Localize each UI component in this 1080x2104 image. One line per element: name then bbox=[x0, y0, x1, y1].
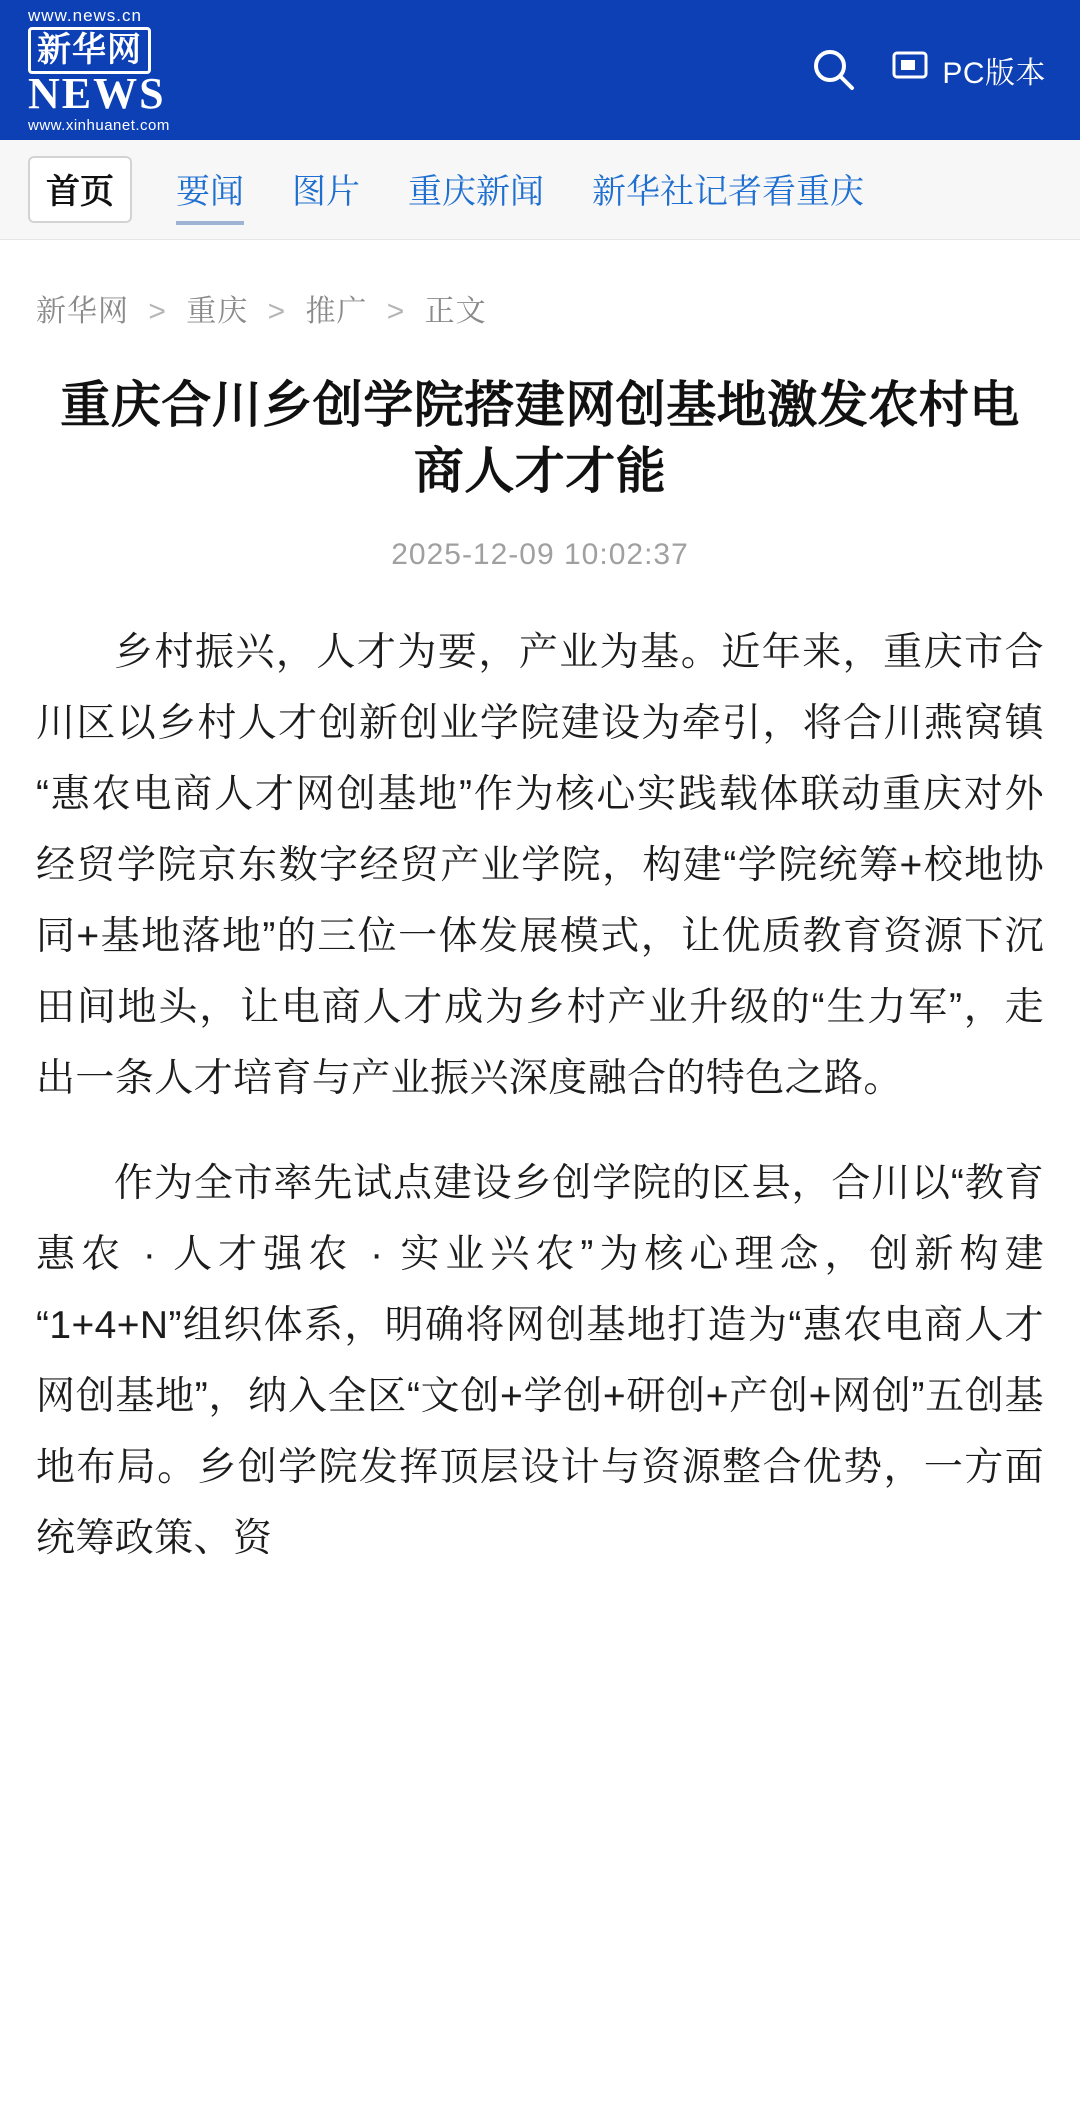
logo-cn-text: 新华网 bbox=[28, 27, 151, 74]
logo-url-bottom: www.xinhuanet.com bbox=[28, 116, 170, 134]
article-container bbox=[0, 240, 1080, 1575]
nav-item-pictures[interactable]: 图片 bbox=[292, 173, 360, 211]
breadcrumb-separator: > bbox=[267, 295, 287, 328]
logo-url-top: www.news.cn bbox=[28, 6, 142, 26]
primary-nav[interactable] bbox=[0, 140, 1080, 240]
article-timestamp: 2025-12-09 10:02:37 bbox=[391, 538, 689, 571]
article-paragraph: 乡村振兴，人才为要，产业为基。近年来，重庆市合川区以乡村人才创新创业学院建设为牵引，将合川燕窝镇“惠农电商人才网创基地”作为核心实践载体联动重庆对外经贸学院京东数字经贸产业学院，构建“学院统筹+校地协同+基地落地”的三位一体发展模式，让优质教育资源下沉田间地头，让电商人才成为乡村产业升级的“生力军”，走出一条人才培育与产业振兴深度融合的特色之路。 bbox=[36, 631, 1044, 1100]
site-logo[interactable] bbox=[28, 7, 170, 133]
nav-item-top-news[interactable]: 要闻 bbox=[176, 164, 244, 215]
nav-scroll-fade bbox=[1034, 140, 1080, 239]
article-paragraph: 作为全市率先试点建设乡创学院的区县，合川以“教育惠农 · 人才强农 · 实业兴农”为核心理念，创新构建“1+4+N”组织体系，明确将网创基地打造为“惠农电商人才网创基地”，纳入全区“文创+学创+研创+产创+网创”五创基地布局。乡创学院发挥顶层设计与资源整合优势，一方面统筹政策、资 bbox=[36, 1161, 1044, 1560]
logo-en-text: NEWS bbox=[28, 69, 166, 119]
search-icon[interactable] bbox=[808, 44, 860, 96]
breadcrumb-item-3: 正文 bbox=[424, 295, 487, 328]
header-actions bbox=[808, 44, 1046, 96]
breadcrumb-separator: > bbox=[148, 295, 167, 328]
nav-item-xinhua-reporters[interactable]: 新华社记者看重庆 bbox=[592, 173, 864, 211]
breadcrumb-item-0[interactable]: 新华网 bbox=[36, 295, 129, 328]
pc-version-button[interactable] bbox=[890, 46, 1046, 94]
nav-item-chongqing-news[interactable]: 重庆新闻 bbox=[408, 173, 544, 211]
nav-item-home[interactable]: 首页 bbox=[28, 156, 132, 223]
site-header bbox=[0, 0, 1080, 140]
breadcrumb[interactable] bbox=[36, 286, 1044, 330]
breadcrumb-separator: > bbox=[386, 295, 406, 328]
pc-version-label: PC版本 bbox=[942, 57, 1046, 90]
page-title: 重庆合川乡创学院搭建网创基地激发农村电商人才才能 bbox=[60, 377, 1020, 499]
breadcrumb-item-2[interactable]: 推广 bbox=[305, 295, 368, 328]
monitor-icon bbox=[890, 46, 930, 94]
breadcrumb-item-1[interactable]: 重庆 bbox=[186, 295, 249, 328]
